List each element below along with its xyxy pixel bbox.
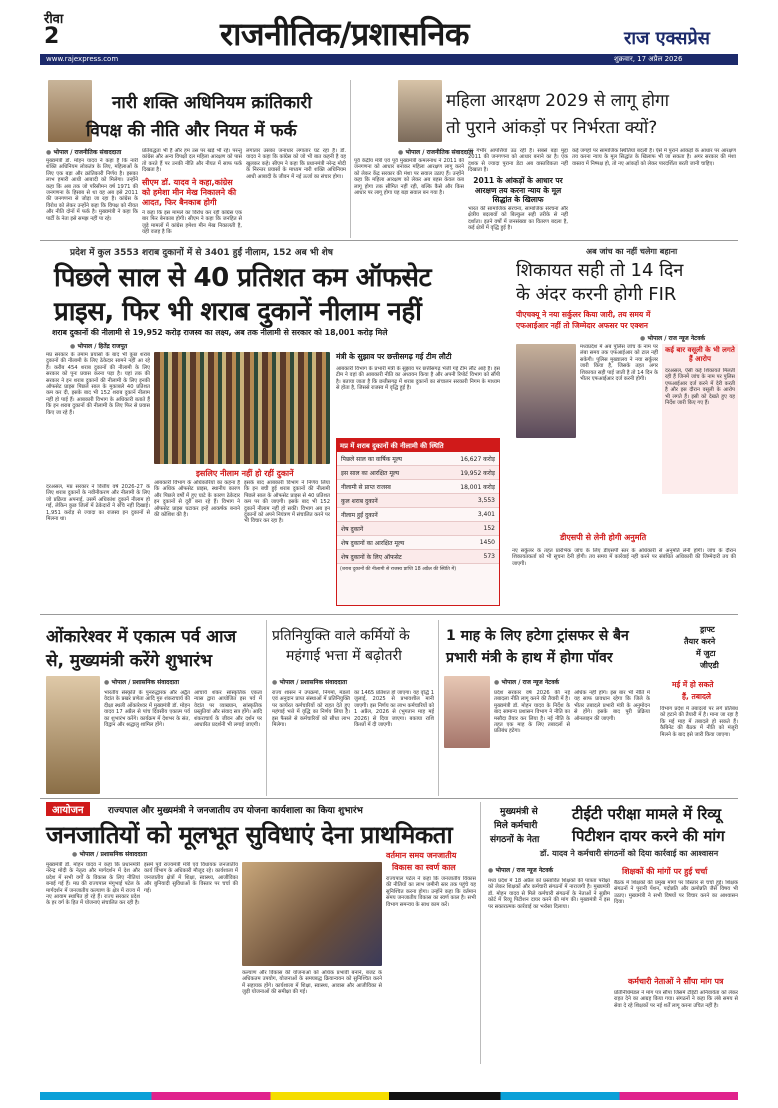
story5-headline-1: ओंकारेश्वर में एकात्म पर्व आज (46, 627, 237, 647)
table-cell-label: शेष दुकानों के लिए ऑफसेट (341, 553, 402, 561)
story1-headline-2: विपक्ष की नीति और नियत में फर्क (86, 121, 297, 141)
sidebar-title: मंत्री के सुझाव पर छत्तीसगढ़ गई टीम लौटी (336, 352, 452, 361)
inner-box-title: डीएसपी से लेनी होगी अनुमति (560, 533, 647, 542)
story2-col2: पर गंभीर आपत्तियां उठ रही हैं। सबसे बड़ा मुद्दा 2011 की जनगणना को आधार बनाने का है। एक दशक से ज्यादा पुराना डेटा अब वास्तविकता नहीं दिखाता है। (468, 148, 568, 174)
table-cell-label: पिछले साल का वार्षिक मूल्य (341, 455, 403, 463)
issue-date: शुक्रवार, 17 अप्रैल 2026 (614, 55, 683, 63)
table-row (337, 480, 499, 494)
story3-col3: इसके बाद आबकारी विभाग ने निर्णय लिया कि इन बची हुई शराब दुकानों की नीलामी पिछले साल के ऑफसेट प्राइस से 40 प्रतिशत कम पर की जाएगी। इसके बाद भी 152 दुकानें नीलाम नहीं हो सकीं। विभाग अब इन दुकानों को अपने नियंत्रण में संचालित करने पर भी विचार कर रहा है। (244, 480, 330, 525)
divider (40, 614, 738, 615)
table-cell-label: नीलाम हुईं दुकानें (341, 511, 378, 519)
story7-headline-1: 1 माह के लिए हटेगा ट्रांसफर से बैन (446, 628, 629, 644)
table-cell-value: 152 (483, 524, 495, 532)
print-color-bar (40, 1092, 738, 1100)
side-sub-2: हैं, तबादले (682, 692, 712, 701)
story6-headline-1: प्रतिनियुक्ति वाले कर्मियों के (272, 628, 410, 644)
story9-col1: मुख्यमंत्री डॉ. मोहन यादव ने कहा कि प्रधानमंत्री नरेन्द्र मोदी के नेतृत्व और मार्गदर्शन में देश और प्रदेश में सभी वर्गों के विकास के लिए नीतियां बनाई गई हैं। मप्र की राज्यपाल मंगुभाई पटेल के मार्गदर्शन में जनजातीय कल्याण के क्षेत्र में राज्य में नए आयाम स्थापित हो रहे हैं। राज्य सरकार प्रदेश के हर वर्ग के हित में योजनाएं संचालित कर रही है। (46, 862, 140, 907)
table-cell-label: इस साल का आरक्षित मूल्य (341, 469, 400, 477)
divider (40, 798, 738, 799)
site-url[interactable]: www.rajexpress.com (46, 55, 119, 63)
story9-headline: जनजातियों को मूलभूत सुविधाएं देना प्राथमिकता (46, 821, 453, 849)
story2-col1: पूर्व केंद्रीय मंत्री एवं पूर्व मुख्यमंत्री कमलनाथ ने 2011 की जनगणना को आधार बनाकर महिला आरक्षण लागू करने को लेकर केंद्र सरकार की मंशा पर सवाल उठाए हैं। उन्होंने कहा कि महिला आरक्षण को लेकर अब बहस केवल कब लागू होगा तक सीमित नहीं रही, बल्कि कैसे और किस आधार पर लागू होगा यह बड़ा सवाल बन गया है। (354, 158, 464, 197)
photo-caption: इसलिए नीलाम नहीं हो रहीं दुकानें (196, 469, 294, 478)
box-body: दरअसल, ऐसी कई शिकायतें मिलती रही हैं जिनमें जांच के नाम पर पुलिस एफआईआर दर्ज करने में देरी करती है और इस दौरान वसूली के आरोप भी लगते हैं। इसी को देखते हुए यह निर्देश जारी किए गए हैं। (665, 368, 735, 407)
story10-headline-2: पिटीशन दायर करने की मांग (572, 827, 725, 845)
story4-sub-2: एफआईआर नहीं तो जिम्मेदार अफसर पर एक्शन (516, 321, 648, 330)
story3-col1b: दरअसल, मप्र सरकार ने वित्तीय वर्ष 2026-27 के लिए शराब दुकानों के नवीनीकरण और नीलामी के लिए जो प्रक्रिया अपनाई, उसमें अधिकांश दुकानें नीलाम हो गईं, लेकिन कुछ जिलों में ठेकेदारों ने रुचि नहीं दिखाई। 1,951 करोड़ से ज्यादा का राजस्व इन दुकानों से मिलना था। (46, 484, 150, 523)
story9-col3: कल्याण और विकास की योजनाओं को अधिक प्रभावी बनाने, बजट के अधिकतम उपयोग, योजनाओं के समयबद्ध क्रियान्वयन को सुनिश्चित करने में सहायक होंगे। कार्यशाला में शिक्षा, स्वास्थ्य, आवास और आजीविका से जुड़ी योजनाओं की समीक्षा की गई। (242, 970, 382, 996)
story1-pull-quote: सीएम डॉ. यादव ने कहा,कांग्रेस को हमेशा मीन मेख निकालने की आदत, फिर बैनकाब होगी (142, 178, 237, 207)
story10-kicker-1: मुख्यमंत्री से (500, 807, 538, 817)
story10-side-body: बैठक में शिक्षकों की प्रमुख मांगों पर विस्तार से चर्चा हुई। शिक्षक संगठनों ने पुरानी पेंशन, पदोन्नति और क्रमोन्नति जैसे विषय भी उठाए। मुख्यमंत्री ने सभी विषयों पर विचार करने का आश्वासन दिया। (614, 880, 738, 906)
page-number: 2 (44, 24, 60, 49)
table-cell-value: 1450 (479, 538, 495, 546)
story10-byline: ● भोपाल / राज न्यूज नेटवर्क (488, 866, 553, 874)
story4-col1: मध्यप्रदेश में अब पुलिस जांच के नाम पर लंबा समय तक एफआईआर को टाल नहीं सकेगी। पुलिस मुख्यालय ने नया सर्कुलर जारी किया है, जिसके तहत अगर शिकायत सही पाई जाती है तो 14 दिन के भीतर एफआईआर दर्ज करनी होगी। (580, 344, 658, 383)
divider (350, 80, 351, 238)
divider (40, 240, 738, 241)
story5-col2: आचार्य शंकर सांस्कृतिक एकता न्यास द्वारा आयोजित इस पर्व में वेदांत पर व्याख्यान, सांस्कृतिक प्रस्तुतियां और संवाद सत्र होंगे। आदि शंकराचार्य के जीवन और दर्शन पर आधारित प्रदर्शनी भी लगाई जाएगी। (194, 690, 262, 729)
table-cell-value: 18,001 करोड़ (460, 483, 495, 491)
story1-headline-1: नारी शक्ति अधिनियम क्रांतिकारी (112, 93, 312, 113)
story2-col3: भारत की सामाजिक संरचना, सामाजिक संरचना और क्षेत्रीय बदलावों को बिल्कुल सही तरीके से नहीं दर्शाता। इतने वर्षों में जनसंख्या का वितरण बदला है, कई क्षेत्रों में वृद्धि हुई है। (468, 206, 568, 232)
table-row (337, 466, 499, 480)
masthead (0, 0, 778, 72)
office-photo (444, 676, 490, 748)
box-title: कई बार वसूली के भी लगते हैं आरोप (665, 346, 735, 363)
story10-side-title-2: कर्मचारी नेताओं ने सौंपा मांग पत्र (628, 977, 724, 986)
story3-kicker: प्रदेश में कुल 3553 शराब दुकानों में से 3401 हुईं नीलाम, 152 अब भी शेष (70, 248, 334, 258)
story5-headline-2: से, मुख्यमंत्री करेंगे शुभारंभ (46, 651, 213, 671)
liquor-shelf-photo (154, 352, 330, 464)
side-kicker-2: तैयार करने (684, 637, 716, 646)
table-cell-value: 16,627 करोड़ (460, 455, 495, 463)
divider (266, 620, 267, 796)
table-row (337, 494, 499, 508)
story10-col1: मध्य प्रदेश में 18 अप्रैल को प्रस्तावित शिक्षकों की पात्रता परीक्षा को लेकर शिक्षकों और कर्मचारी संगठनों में नाराजगी है। मुख्यमंत्री डॉ. मोहन यादव से मिले कर्मचारी संगठनों के नेताओं ने सुप्रीम कोर्ट में रिव्यू पिटीशन दायर करने की मांग की। मुख्यमंत्री ने इस पर सकारात्मक कार्रवाई का भरोसा दिलाया। (488, 878, 610, 910)
story6-byline: ● भोपाल / प्रशासनिक संवाददाता (272, 678, 347, 686)
side-body: विभाग प्रदेश में तबादलों पर लगे प्रतिबंध को हटाने की तैयारी में है। माना जा रहा है कि मई माह में तबादले हो सकते हैं। कैबिनेट की बैठक में नीति को मंजूरी मिलने के बाद इसे जारी किया जाएगा। (660, 706, 738, 738)
story9-byline: ● भोपाल / प्रशासनिक संवाददाता (72, 850, 147, 858)
story9-side-body: राज्यपाल पटेल ने कहा कि जनजातीय विकास की नीतियों का लाभ जमीनी स्तर तक पहुंचे यह सुनिश्चित करना होगा। उन्होंने कहा कि वर्तमान समय जनजातीय विकास का स्वर्ण काल है। सभी विभाग समन्वय के साथ काम करें। (386, 876, 476, 908)
story6-headline-2: महंगाई भत्ता में बढ़ोतरी (286, 648, 402, 664)
story4-byline: ● भोपाल / राज न्यूज नेटवर्क (640, 334, 705, 342)
table-row (337, 536, 499, 550)
statue-photo (46, 676, 100, 794)
section-title: राजनीतिक/प्रशासनिक (220, 15, 469, 53)
story4-sub-1: पीएचक्यू ने नया सर्कुलर किया जारी, तय समय में (516, 310, 651, 319)
table-cell-label: शेष दुकानें (341, 525, 364, 533)
story4-kicker: अब जांच का नहीं चलेगा बहाना (586, 247, 678, 256)
story7-col2: अधिक नहीं होंगे। इस बार भी नीति में यह साफ प्रावधान रहेगा कि जिले के भीतर तबादले प्रभारी मंत्री के अनुमोदन से होंगे। इसके बाद पूरी प्रक्रिया ऑनलाइन की जाएगी। (574, 690, 650, 722)
side-kicker-4: जीएडी (700, 661, 719, 670)
story3-headline-1: पिछले साल से 40 प्रतिशत कम ऑफसेट (54, 263, 432, 293)
story6-col2: का 1465 प्रतिशत हो जाएगा। यह वृद्धि 1 जुलाई, 2025 से प्रभावशील मानी जाएगी। इस निर्णय का लाभ कर्मचारियों को 1 अप्रैल, 2026 से (भुगतान माह मई 2026) से दिया जाएगा। बकाया राशि किश्तों में दी जाएगी। (354, 690, 434, 729)
story10-side-title: शिक्षकों की मांगों पर हुई चर्चा (622, 867, 708, 876)
table-cell-label: नीलामी से प्राप्त राजस्व (341, 483, 391, 491)
story9-side-title-1: वर्तमान समय जनजातीय (386, 851, 457, 860)
city-name: रीवा (44, 12, 64, 27)
story3-col2: आबकारी विभाग के अधिकारियों का कहना है कि अधिक ऑफसेट प्राइस, स्थानीय कारण और पिछले वर्षों में हुए घाटे के कारण ठेकेदार इन दुकानों से दूरी बना रहे हैं। विभाग ने ऑफसेट प्राइस घटाकर इन्हें आकर्षक बनाने की कोशिश की है। (154, 480, 240, 519)
story3-col1: मप्र सरकार के तमाम प्रयासों के बाद भी कुछ शराब दुकानों की नीलामी के लिए ठेकेदार सामने नहीं आ रहे हैं। करीब 454 शराब दुकानों की नीलामी के लिए सरकार को पुनः प्रयास करना पड़ा है। यहां तक की सरकार ने इन शराब दुकानों की नीलामी के लिए इनकी ऑफसेट प्राइस पिछले साल के मुकाबले 40 प्रतिशत कम कर दी, इसके बाद भी 152 शराब दुकानें नीलाम नहीं हो पाई हैं। आबकारी विभाग के अधिकारी बताते हैं कि इन शराब दुकानों की नीलामी के लिए फिर से प्रयास किए जा रहे हैं। (46, 352, 150, 416)
table-body (337, 452, 499, 564)
story2-byline: ● भोपाल / राजनीतिक संवाददाता (398, 148, 473, 156)
story4-headline-2: के अंदर करनी होगी FIR (516, 284, 677, 305)
story2-pull-quote: 2011 के आंकड़ों के आधार पर आरक्षण तय करना न्याय के मूल सिद्धांत के खिलाफ (473, 176, 563, 204)
story10-side-body-2: प्रतिनिधिमंडल ने मांग पत्र सौंपा जिसमें टीईटी अनिवार्यता को लेकर राहत देने का आग्रह किया गया। संगठनों ने कहा कि लंबे समय से सेवा दे रहे शिक्षकों पर नई शर्तें लागू करना उचित नहीं है। (614, 990, 738, 1009)
story7-col1: प्रदेश सरकार वर्ष 2026 की नई तबादला नीति लागू करने की तैयारी में है। मुख्यमंत्री डॉ. मोहन यादव के निर्देश के बाद सामान्य प्रशासन विभाग ने नीति का मसौदा तैयार कर लिया है। नई नीति के तहत एक माह के लिए तबादलों से प्रतिबंध हटेगा। (494, 690, 570, 735)
story10-kicker-2: मिले कर्मचारी (494, 821, 538, 831)
story1-col1: मुख्यमंत्री डॉ. मोहन यादव ने कहा है कि नारी शक्ति अधिनियम लोकतंत्र के लिए, महिलाओं के लिए एक बड़ा और क्रांतिकारी निर्णय है। इसका लाभ हमारी आधी आबादी को मिलेगा। उन्होंने कहा कि अब तक जो परिसीमन वर्ष 1971 की जनगणना के हिसाब से था वह अब इसे 2011 की जनगणना से जोड़ा जा रहा है। कांग्रेस के विरोध को लेकर उन्होंने कहा कि विपक्ष को नीयत और नीति दोनों में फर्क है। मुख्यमंत्री ने कहा कि पार्टी के नेता इसे समझ नहीं पा रहे। (46, 158, 138, 222)
table-cell-value: 3,553 (477, 496, 495, 504)
story3-byline: ● भोपाल / हितेंद्र राजपूत (70, 342, 127, 350)
story1-col3: ने कहा कि इस मामले का विरोध कर रही कांग्रेस एक बार फिर बेनकाब होगी। सीएम ने कहा कि जनहित से जुड़े मामलों में कांग्रेस हमेशा मीन मेख निकालती है, यही वजह है कि (142, 210, 242, 236)
table-row (337, 522, 499, 536)
story4-headline-1: शिकायत सही तो 14 दिन (516, 260, 684, 281)
table-cell-label: शेष दुकानों का आरक्षित मूल्य (341, 539, 405, 547)
divider (438, 620, 439, 796)
story5-byline: ● भोपाल / प्रशासनिक संवाददाता (104, 678, 179, 686)
police-photo (516, 344, 576, 438)
story3-headline-2: प्राइस, फिर भी शराब दुकानें नीलाम नहीं (54, 297, 422, 327)
story9-side-title-2: विकास का स्वर्ण काल (392, 863, 456, 872)
table-cell-label: कुल शराब दुकानें (341, 497, 378, 505)
auction-table (336, 438, 500, 606)
story7-byline: ● भोपाल / राज न्यूज नेटवर्क (494, 678, 559, 686)
table-row (337, 508, 499, 522)
table-cell-value: 19,952 करोड़ (460, 469, 495, 477)
story2-headline-1: महिला आरक्षण 2029 से लागू होगा (446, 91, 670, 111)
table-row (337, 452, 499, 466)
side-kicker-1: ड्राफ्ट (700, 625, 715, 634)
story1-byline: ● भोपाल / राजनीतिक संवाददाता (46, 148, 121, 156)
story10-kicker-3: संगठनों के नेता (490, 835, 540, 845)
story2-headline-2: तो पुराने आंकड़ों पर निर्भरता क्यों? (446, 118, 658, 138)
aayojan-tag: आयोजन (46, 802, 90, 816)
table-row (337, 550, 499, 564)
story3-subhead: शराब दुकानों की नीलामी से 19,952 करोड़ राजस्व का लक्ष्य, अब तक नीलामी से सरकार को 18,001 करोड़ मिले (52, 328, 388, 337)
story5-col1: भारतीय संस्कृति के पुनरुद्धारक और अद्वैत वेदांत के प्रखर प्रणेता आदि गुरु शंकराचार्य की दीक्षा स्थली ओंकारेश्वर में मुख्यमंत्री डॉ. मोहन यादव 17 अप्रैल से पांच दिवसीय एकात्म पर्व का शुभारंभ करेंगे। कार्यक्रम में देशभर के संत, विद्वान और श्रद्धालु शामिल होंगे। (104, 690, 190, 729)
divider (480, 802, 481, 1064)
table-note: (शराब दुकानों की नीलामी से राजस्व प्राप्ति 18 अप्रैल की स्थिति में) (340, 567, 457, 572)
table-cell-value: 573 (483, 552, 495, 560)
sidebar-body: आबकारी विभाग के प्रभारी मंत्री के सुझाव पर छत्तीसगढ़ भेजी गई टीम लौट आई है। इस टीम ने वहां की आबकारी नीति का अध्ययन किया है और अपनी रिपोर्ट विभाग को सौंपी है। बताया जाता है कि छत्तीसगढ़ में शराब दुकानों का संचालन सरकारी निगम के माध्यम से होता है, जिससे राजस्व में वृद्धि हुई है। (336, 366, 500, 392)
story9-col2: इसमें पूर्व राज्यमंत्री मंत्री एवं विधायक जनजातीय कार्य विभाग के अधिकारी मौजूद रहे। कार्यशाला में जनजातीय क्षेत्रों में शिक्षा, स्वास्थ्य, आजीविका और बुनियादी सुविधाओं के विस्तार पर चर्चा की गई। (144, 862, 238, 894)
workshop-photo (242, 862, 382, 966)
side-sub-1: मई में हो सकते (672, 680, 714, 689)
story7-headline-2: प्रभारी मंत्री के हाथ में होगा पॉवर (446, 650, 613, 666)
inner-box-body: नए सर्कुलर के तहत प्रारंभिक जांच के लिए डीएसपी स्तर के अधिकारी से अनुमति लेनी होगी। जांच के दौरान शिकायतकर्ता को भी सूचना देनी होगी। तय समय में कार्रवाई नहीं करने पर संबंधित अधिकारी की जिम्मेदारी तय की जाएगी। (512, 548, 736, 567)
kamalnath-photo (398, 80, 442, 142)
story10-headline-1: टीईटी परीक्षा मामले में रिव्यू (572, 805, 722, 823)
story6-col1: राज्य शासन ने उपक्रमों, निगमों, मंडलों एवं अनुदान प्राप्त संस्थाओं में प्रतिनियुक्ति पर कार्यरत कर्मचारियों को राहत देते हुए महंगाई भत्ते में वृद्धि का निर्णय लिया है। इस फैसले से कर्मचारियों को सीधा लाभ मिलेगा। (272, 690, 350, 729)
story1-col2: प्रतिबद्धता भी है और हम उस पर खड़े भी रहें। परन्तु कांग्रेस और अन्य विपक्षी दल महिला आरक्षण को पास तो करते हैं पर उनकी नीति और नीयत में साफ फर्क दिखता है। (142, 148, 242, 174)
story1-col4: लगातार उसका जनाधार लगातार घट रहा है। डॉ. यादव ने कहा कि कांग्रेस को जो भी बात कहनी है वह खुलकर कहे। सीएम ने कहा कि प्रधानमंत्री नरेन्द्र मोदी के निरन्तर प्रयासों के माध्यम नारी शक्ति अधिनियम आधी आबादी के जीवन में नई ऊर्जा का संचार होगा। (246, 148, 346, 180)
side-kicker-3: में जुटा (696, 649, 716, 658)
story9-kicker: राज्यपाल और मुख्यमंत्री ने जनजातीय उप योजना कार्यशाला का किया शुभारंभ (108, 806, 363, 816)
brand-logo: राज एक्सप्रेस (624, 28, 710, 49)
story2-col4: कई जगहों पर सामाजिक स्थितियां बदली है। ऐसे में पुराने आंकड़ों के आधार पर आरक्षण तय करना न्याय के मूल सिद्धांत के खिलाफ भी जा सकता है। अगर सरकार की मंशा वास्तव में निष्पक्ष हो, तो नए आंकड़ों को लेकर पारदर्शिता बरती जानी चाहिए। (572, 148, 736, 167)
table-cell-value: 3,401 (477, 510, 495, 518)
story10-sub: डॉ. यादव ने कर्मचारी संगठनों को दिया कार्रवाई का आश्वासन (540, 849, 719, 858)
table-title: मप्र में शराब दुकानों की नीलामी की स्थिति (337, 439, 499, 452)
